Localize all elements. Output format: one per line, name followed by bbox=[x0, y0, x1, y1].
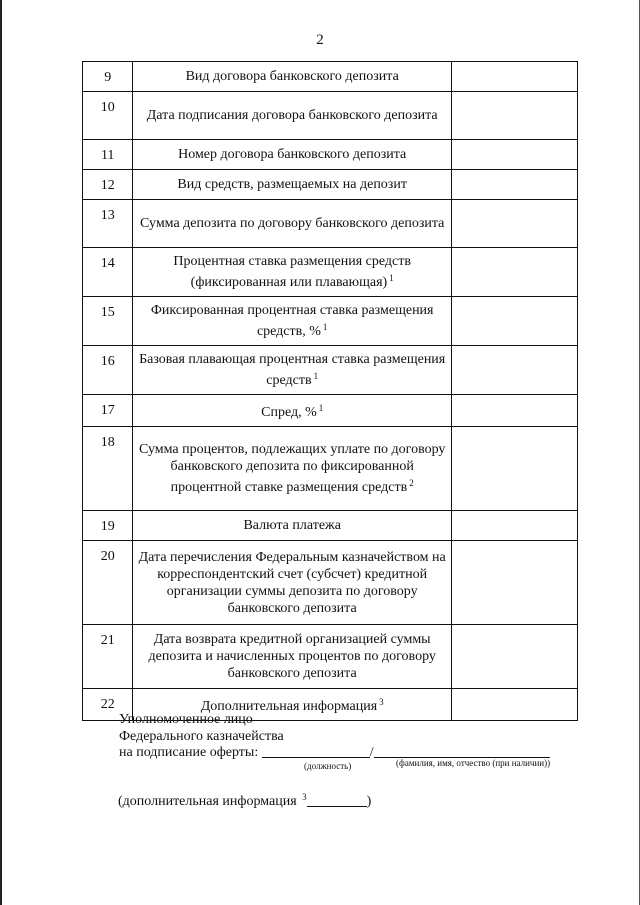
row-number: 21 bbox=[83, 625, 133, 689]
row-label-cell bbox=[133, 541, 452, 625]
table-row bbox=[83, 92, 578, 140]
signatory-line-2: Федерального казначейства bbox=[119, 729, 284, 744]
footnote-mark: 1 bbox=[389, 273, 394, 283]
row-label-cell bbox=[133, 170, 452, 200]
row-label-cell bbox=[133, 427, 452, 511]
row-value-cell[interactable] bbox=[451, 248, 577, 297]
row-value-cell[interactable] bbox=[451, 541, 577, 625]
row-value-cell[interactable] bbox=[451, 62, 577, 92]
row-number: 20 bbox=[83, 541, 133, 625]
page-number: 2 bbox=[316, 32, 324, 48]
row-label: Вид договора банковского депозита bbox=[185, 69, 399, 84]
row-label: Сумма процентов, подлежащих уплате по договору банковского депозита по фиксированной процентной ставке размещения средств bbox=[138, 442, 446, 495]
footnote-mark: 3 bbox=[379, 697, 384, 707]
row-label: Дата перечисления Федеральным казначейством на корреспондентский счет (субсчет) кредитной организации суммы депозита по договору банковского депозита bbox=[138, 549, 446, 616]
table-row bbox=[83, 170, 578, 200]
row-label-cell bbox=[133, 140, 452, 170]
additional-info-line bbox=[118, 792, 371, 810]
row-label: Дата подписания договора банковского депозита bbox=[146, 108, 438, 123]
caption-position: (должность) bbox=[304, 761, 352, 771]
table-row bbox=[83, 346, 578, 395]
row-label-cell bbox=[133, 297, 452, 346]
row-label-cell bbox=[133, 248, 452, 297]
row-value-cell[interactable] bbox=[451, 395, 577, 427]
row-value-cell[interactable] bbox=[451, 170, 577, 200]
row-number: 10 bbox=[83, 92, 133, 140]
signatory-line-1: Уполномоченное лицо bbox=[119, 712, 253, 727]
row-label: Базовая плавающая процентная ставка размещения средств bbox=[139, 352, 446, 388]
row-number: 18 bbox=[83, 427, 133, 511]
table-row bbox=[83, 200, 578, 248]
row-label: Вид средств, размещаемых на депозит bbox=[177, 177, 407, 192]
row-number: 22 bbox=[83, 689, 133, 721]
table-row bbox=[83, 395, 578, 427]
row-label-cell bbox=[133, 346, 452, 395]
footnote-mark: 2 bbox=[409, 478, 414, 488]
table-row bbox=[83, 248, 578, 297]
row-number: 9 bbox=[83, 62, 133, 92]
row-label: Спред, % bbox=[261, 405, 317, 420]
additional-info-label: (дополнительная информация bbox=[118, 794, 297, 809]
row-label: Дата возврата кредитной организацией суммы депозита и начисленных процентов по договору банковского депозита bbox=[148, 632, 436, 681]
signatory-line-3: на подписание оферты: bbox=[119, 745, 259, 760]
row-label: Фиксированная процентная ставка размещения средств, % bbox=[150, 303, 434, 339]
additional-info-close: ) bbox=[366, 794, 372, 809]
row-label: Валюта платежа bbox=[243, 518, 341, 533]
row-label-cell bbox=[133, 625, 452, 689]
deposit-details-table bbox=[82, 61, 578, 721]
row-value-cell[interactable] bbox=[451, 92, 577, 140]
footnote-mark: 3 bbox=[302, 792, 307, 802]
table-body bbox=[83, 62, 578, 721]
row-number: 14 bbox=[83, 248, 133, 297]
row-value-cell[interactable] bbox=[451, 625, 577, 689]
position-blank[interactable] bbox=[262, 757, 370, 758]
table-row bbox=[83, 297, 578, 346]
row-label-cell bbox=[133, 200, 452, 248]
row-value-cell[interactable] bbox=[451, 140, 577, 170]
row-number: 17 bbox=[83, 395, 133, 427]
row-value-cell[interactable] bbox=[451, 297, 577, 346]
footnote-mark: 1 bbox=[322, 322, 328, 332]
table-row bbox=[83, 625, 578, 689]
row-number: 16 bbox=[83, 346, 133, 395]
footnote-mark: 1 bbox=[313, 371, 319, 381]
row-label: Номер договора банковского депозита bbox=[178, 147, 407, 162]
table-row bbox=[83, 140, 578, 170]
row-label: Процентная ставка размещения средств (фиксированная или плавающая) bbox=[173, 254, 411, 290]
row-value-cell[interactable] bbox=[451, 200, 577, 248]
row-label-cell bbox=[133, 395, 452, 427]
table-row bbox=[83, 541, 578, 625]
row-value-cell[interactable] bbox=[451, 346, 577, 395]
row-value-cell[interactable] bbox=[451, 427, 577, 511]
row-number: 13 bbox=[83, 200, 133, 248]
row-label-cell bbox=[133, 511, 452, 541]
signature-separator: / bbox=[369, 745, 374, 760]
row-value-cell[interactable] bbox=[451, 511, 577, 541]
table-row bbox=[83, 511, 578, 541]
table-row bbox=[83, 427, 578, 511]
row-number: 12 bbox=[83, 170, 133, 200]
row-label: Дополнительная информация bbox=[200, 699, 378, 714]
footnote-mark: 1 bbox=[318, 403, 324, 413]
caption-full-name: (фамилия, имя, отчество (при наличии)) bbox=[396, 758, 551, 768]
page-left-border bbox=[0, 0, 2, 905]
row-label: Сумма депозита по договору банковского депозита bbox=[140, 216, 445, 231]
row-number: 19 bbox=[83, 511, 133, 541]
row-label-cell bbox=[133, 92, 452, 140]
signatory-block bbox=[119, 711, 284, 745]
row-number: 11 bbox=[83, 140, 133, 170]
row-value-cell[interactable] bbox=[451, 689, 577, 721]
table-row bbox=[83, 62, 578, 92]
row-number: 15 bbox=[83, 297, 133, 346]
row-label-cell bbox=[133, 62, 452, 92]
additional-info-blank[interactable] bbox=[307, 806, 367, 807]
